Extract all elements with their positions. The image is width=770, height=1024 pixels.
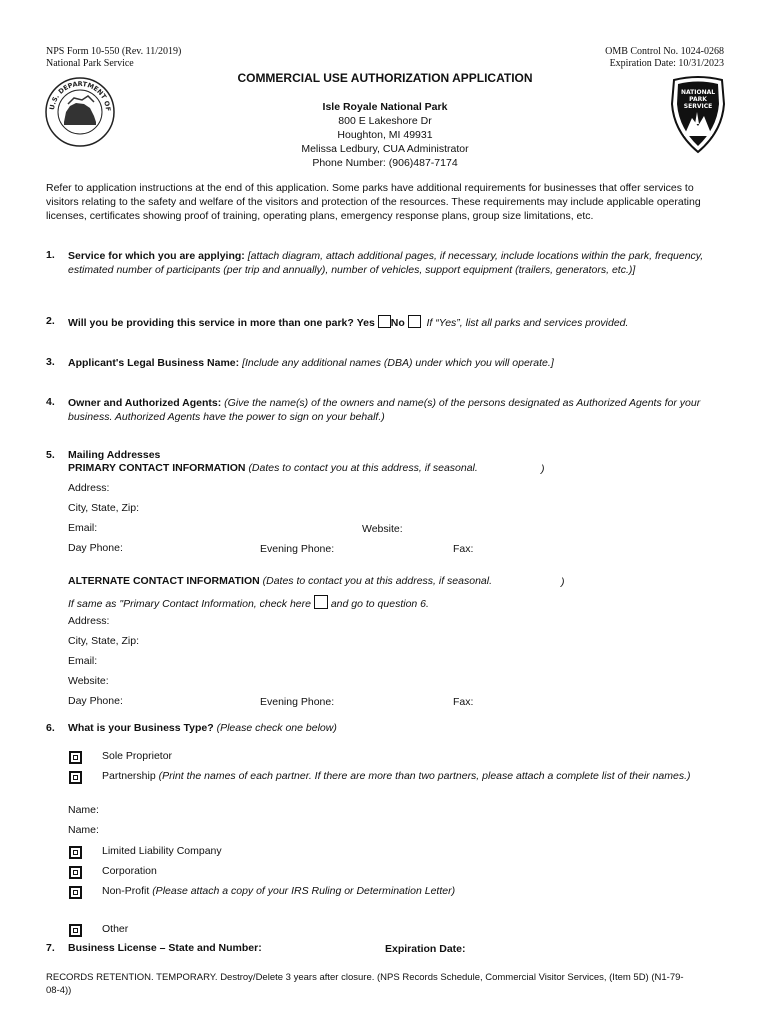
non-profit-label: Non-Profit — [102, 885, 150, 897]
partnership-hint: (Print the names of each partner. If there are more than two partners, please attach a complete list of their names.) — [158, 770, 691, 782]
non-profit-hint: (Please attach a copy of your IRS Ruling or Determination Letter) — [152, 885, 456, 897]
q1-question — [68, 249, 718, 277]
same-as-primary-row — [68, 595, 429, 610]
corporation-checkbox[interactable] — [69, 866, 82, 879]
llc-label: Limited Liability Company — [102, 845, 222, 857]
q3-hint: [Include any additional names (DBA) under which you will operate.] — [242, 357, 554, 369]
primary-close-paren: ) — [541, 463, 545, 475]
q4-question — [68, 396, 718, 424]
primary-evening-phone-field[interactable]: Evening Phone: — [260, 543, 335, 555]
other-label: Other — [102, 923, 129, 935]
svg-text:PARK: PARK — [689, 96, 707, 103]
q2-hint: If “Yes”, list all parks and services provided. — [426, 317, 629, 329]
primary-website-field[interactable]: Website: — [362, 523, 403, 535]
form-id: NPS Form 10-550 (Rev. 11/2019) — [46, 46, 182, 57]
expiration-date: Expiration Date: 10/31/2023 — [609, 58, 724, 69]
partnership-checkbox[interactable] — [69, 771, 82, 784]
q2-yes-label: Yes — [356, 317, 375, 329]
q2-label: Will you be providing this service in more than one park? — [68, 317, 354, 329]
primary-day-phone-field[interactable]: Day Phone: — [68, 542, 123, 554]
business-license-field[interactable]: Business License – State and Number: — [68, 942, 262, 954]
primary-fax-field[interactable]: Fax: — [453, 543, 474, 555]
primary-contact-heading-row — [68, 462, 478, 474]
sole-proprietor-label: Sole Proprietor — [102, 750, 173, 762]
same-as-primary-checkbox[interactable] — [314, 595, 328, 609]
alternate-email-field[interactable]: Email: — [68, 655, 98, 667]
alternate-fax-field[interactable]: Fax: — [453, 696, 474, 708]
non-profit-option — [102, 884, 712, 898]
q4-label: Owner and Authorized Agents: — [68, 397, 222, 409]
primary-city-field[interactable]: City, State, Zip: — [68, 502, 139, 514]
q5-number: 5. — [46, 449, 55, 461]
q1-number: 1. — [46, 249, 55, 261]
q7-number: 7. — [46, 942, 55, 954]
q5-label: Mailing Addresses — [68, 449, 161, 461]
q3-question — [68, 356, 718, 370]
corporation-label: Corporation — [102, 865, 157, 877]
q6-label: What is your Business Type? — [68, 722, 214, 734]
omb-control: OMB Control No. 1024-0268 — [605, 46, 724, 57]
alternate-contact-hint: (Dates to contact you at this address, if seasonal. — [262, 575, 492, 587]
park-phone: Phone Number: (906)487-7174 — [312, 157, 458, 169]
svg-text:SERVICE: SERVICE — [683, 103, 713, 110]
alternate-contact-heading-row — [68, 575, 492, 587]
seal-text: U.S. DEPARTMENT OF — [48, 79, 113, 112]
same-as-primary-text: If same as "Primary Contact Information, check here — [68, 598, 311, 610]
agency-name: National Park Service — [46, 58, 134, 69]
sole-proprietor-checkbox[interactable] — [69, 751, 82, 764]
partnership-option — [102, 769, 712, 783]
records-retention-footer: RECORDS RETENTION. TEMPORARY. Destroy/Delete 3 years after closure. (NPS Records Schedule, Commercial Visitor Services, (Item 5D) (N1-79-08-4)) — [46, 972, 684, 996]
primary-contact-heading: PRIMARY CONTACT INFORMATION — [68, 462, 246, 474]
q4-hint: (Give the name(s) of the owners and name(s) of the persons designated as Authorized Agents for your business. Authorized Agents have the power to sign on your behalf.) — [68, 397, 701, 423]
cua-administrator: Melissa Ledbury, CUA Administrator — [301, 143, 469, 155]
alternate-day-phone-field[interactable]: Day Phone: — [68, 695, 123, 707]
license-expiration-field[interactable]: Expiration Date: — [385, 943, 466, 955]
q1-label: Service for which you are applying: — [68, 250, 245, 262]
q1-hint: [attach diagram, attach additional pages, if necessary, include locations within the park, frequency, estimated number of participants (per trip and annually), number of vehicles, support equipment (trailers, generators, etc.)] — [68, 250, 704, 276]
same-as-primary-text-post: and go to question 6. — [330, 598, 429, 610]
partner-name-field-1[interactable]: Name: — [68, 804, 99, 816]
q3-number: 3. — [46, 356, 55, 368]
alternate-contact-heading: ALTERNATE CONTACT INFORMATION — [68, 575, 260, 587]
primary-contact-hint: (Dates to contact you at this address, if seasonal. — [248, 462, 478, 474]
q2-no-label: No — [390, 317, 405, 329]
q2-no-checkbox[interactable] — [408, 315, 421, 328]
park-name: Isle Royale National Park — [322, 101, 448, 113]
q2-question — [68, 315, 718, 330]
non-profit-checkbox[interactable] — [69, 886, 82, 899]
svg-text:NATIONAL: NATIONAL — [680, 89, 716, 96]
q6-number: 6. — [46, 722, 55, 734]
llc-checkbox[interactable] — [69, 846, 82, 859]
partner-name-field-2[interactable]: Name: — [68, 824, 99, 836]
park-address-line2: Houghton, MI 49931 — [337, 129, 433, 141]
q2-yes-checkbox[interactable] — [378, 315, 391, 328]
q6-hint: (Please check one below) — [216, 722, 337, 734]
q2-number: 2. — [46, 315, 55, 327]
intro-paragraph: Refer to application instructions at the end of this application. Some parks have additional requirements for businesses that offer services to visitors relating to the safety and welfare of the visitors and protection of the resources. These requirements may include applicable operating licenses, certificates showing proof of training, operating plans, emergency response plans, group size limitations, etc. — [46, 182, 701, 222]
q4-number: 4. — [46, 396, 55, 408]
alternate-evening-phone-field[interactable]: Evening Phone: — [260, 696, 335, 708]
alternate-city-field[interactable]: City, State, Zip: — [68, 635, 139, 647]
alternate-address-field[interactable]: Address: — [68, 615, 110, 627]
park-address-line1: 800 E Lakeshore Dr — [338, 115, 432, 127]
other-checkbox[interactable] — [69, 924, 82, 937]
primary-email-field[interactable]: Email: — [68, 522, 98, 534]
alternate-close-paren: ) — [561, 576, 565, 588]
q3-label: Applicant's Legal Business Name: — [68, 357, 240, 369]
partnership-label: Partnership — [102, 770, 156, 782]
form-title: COMMERCIAL USE AUTHORIZATION APPLICATION — [237, 71, 533, 85]
q6-question — [68, 722, 337, 734]
alternate-website-field[interactable]: Website: — [68, 675, 109, 687]
primary-address-field[interactable]: Address: — [68, 482, 110, 494]
